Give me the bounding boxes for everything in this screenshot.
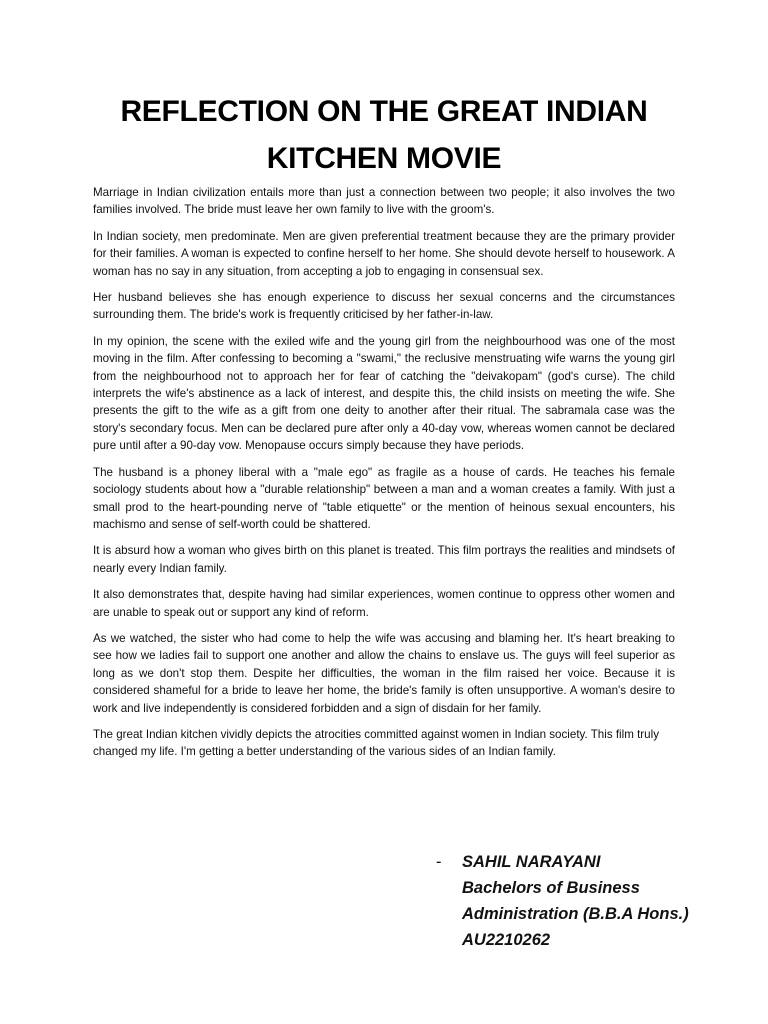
paragraph-2: In Indian society, men predominate. Men are given preferential treatment because they are the primary provider for their families. A woman is expected to confine herself to her home. She should devote herself to housework. A woman has no say in any situation, from accepting a job to engaging in consensual sex. [93, 229, 675, 278]
paragraph-9: The great Indian kitchen vividly depicts the atrocities committed against women in Indian society. This film truly changed my life. I'm getting a better understanding of the various sides of an Indian family. [93, 727, 659, 759]
signature-block [436, 849, 736, 953]
paragraph-1: Marriage in Indian civilization entails more than just a connection between two people; it also involves the two families involved. The bride must leave her own family to live with the groom's. [93, 186, 675, 217]
document-title: REFLECTION ON THE GREAT INDIAN KITCHEN MOVIE [120, 95, 648, 175]
paragraph-4: In my opinion, the scene with the exiled wife and the young girl from the neighbourhood was one of the most moving in the film. After confessing to becoming a "swami," the reclusive menstruating wife warns the young girl from the neighbourhood not to approach her for fear of catching the "deivakopam" (god's curse). The child interprets the wife's abstinence as a lack of interest, and despite this, the child insists on meeting the wife. She presents the gift to the wife as a gift from one deity to another after their ritual. The sabramala case was the story's secondary focus. Men can be declared pure after only a 40-day vow, whereas women cannot be declared pure until after a 90-day vow. Menopause occurs simply because they have periods. [93, 334, 675, 453]
program-line-2: Administration (B.B.A Hons.) [462, 905, 689, 923]
paragraph-8: As we watched, the sister who had come to help the wife was accusing and blaming her. It's heart breaking to see how we ladies fail to support one another and allow the chains to enslave us. The guys will feel superior as long as we don't stop them. Despite her difficulties, the woman in the film raised her voice. Because it is considered shameful for a bride to leave her home, the bride's family is often unsupportive. A woman's desire to work and live independently is considered forbidden and a sign of disdain for her family. [93, 631, 675, 715]
signature-dash: - [436, 853, 442, 871]
paragraph-3: Her husband believes she has enough experience to discuss her sexual concerns and the circumstances surrounding them. The bride's work is frequently criticised by her father-in-law. [93, 291, 675, 322]
program-line-1: Bachelors of Business [462, 879, 640, 897]
document-body [93, 184, 675, 770]
paragraph-5: The husband is a phoney liberal with a "male ego" as fragile as a house of cards. He teaches his female sociology students about how a "durable relationship" between a man and a woman creates a family. With just a small prod to the heart-pounding nerve of "table etiquette" or the mention of heinous sexual encounters, his machismo and sense of self-worth could be shattered. [93, 465, 675, 531]
student-id: AU2210262 [462, 931, 551, 949]
author-name: SAHIL NARAYANI [462, 853, 601, 871]
paragraph-6: It is absurd how a woman who gives birth on this planet is treated. This film portrays the realities and mindsets of nearly every Indian family. [93, 544, 675, 575]
paragraph-7: It also demonstrates that, despite having had similar experiences, women continue to oppress other women and are unable to speak out or support any kind of reform. [93, 588, 675, 619]
